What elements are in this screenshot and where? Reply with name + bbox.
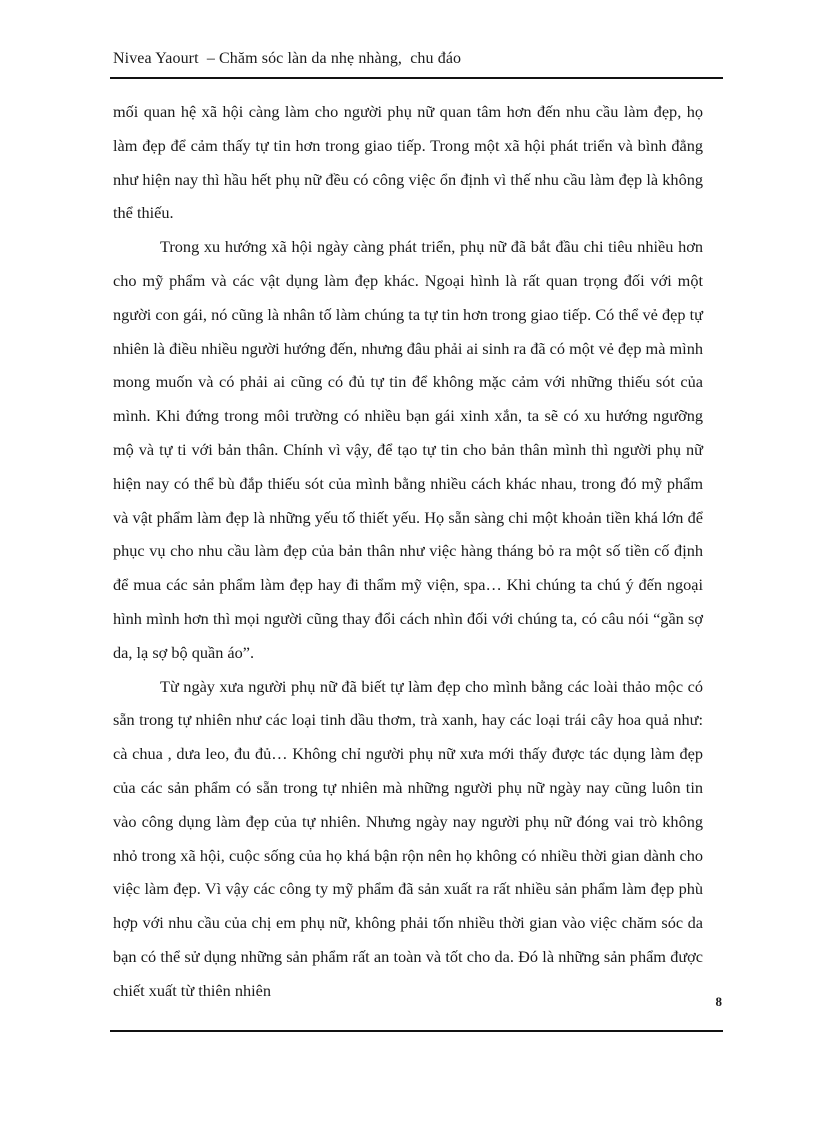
paragraph: Từ ngày xưa người phụ nữ đã biết tự làm đẹp cho mình bằng các loài thảo mộc có sẵn trong tự nhiên như các loại tinh dầu thơm, trà xanh, hay các loại trái cây hoa quả như: cà chua , dưa leo, đu đủ… Không chỉ người phụ nữ xưa mới thấy được tác dụng làm đẹp của các sản phẩm có sẵn trong tự nhiên mà những người phụ nữ ngày nay cũng luôn tin vào công dụng làm đẹp của tự nhiên. Nhưng ngày nay người phụ nữ đóng vai trò không nhỏ trong xã hội, cuộc sống của họ khá bận rộn nên họ không có nhiều thời gian dành cho việc làm đẹp. Vì vậy các công ty mỹ phẩm đã sản xuất ra rất nhiều sản phẩm làm đẹp phù hợp với nhu cầu của chị em phụ nữ, không phải tốn nhiều thời gian vào việc chăm sóc da bạn có thể sử dụng những sản phẩm rất an toàn và tốt cho da. Đó là những sản phẩm được chiết xuất từ thiên nhiên (113, 676, 703, 1000)
page-number: 8 (715, 994, 722, 1009)
paragraph-continuation: mối quan hệ xã hội càng làm cho người phụ nữ quan tâm hơn đến nhu cầu làm đẹp, họ làm đẹp để cảm thấy tự tin hơn trong giao tiếp. Trong một xã hội phát triển và bình đẳng như hiện nay thì hầu hết phụ nữ đều có công việc ổn định vì thế nhu cầu làm đẹp là không thể thiếu. (113, 102, 703, 223)
header-divider (110, 77, 723, 79)
footer-divider (110, 1030, 723, 1032)
paragraph: Trong xu hướng xã hội ngày càng phát triển, phụ nữ đã bắt đầu chi tiêu nhiều hơn cho mỹ phẩm và các vật dụng làm đẹp khác. Ngoại hình là rất quan trọng đối với một người con gái, nó cũng là nhân tố làm chúng ta tự tin hơn trong giao tiếp. Có thể vẻ đẹp tự nhiên là điều nhiều người hướng đến, nhưng đâu phải ai sinh ra đã có một vẻ đẹp mà mình mong muốn và có phải ai cũng có đủ tự tin để không mặc cảm với những thiếu sót của mình. Khi đứng trong môi trường có nhiều bạn gái xinh xắn, ta sẽ có xu hướng ngưỡng mộ và tự ti với bản thân. Chính vì vậy, để tạo tự tin cho bản thân mình thì người phụ nữ hiện nay có thể bù đắp thiếu sót của mình bằng nhiều cách khác nhau, trong đó mỹ phẩm và vật phẩm làm đẹp là những yếu tố thiết yếu. Họ sẵn sàng chi một khoản tiền khá lớn để phục vụ cho nhu cầu làm đẹp của bản thân như việc hàng tháng bỏ ra một số tiền cố định để mua các sản phẩm làm đẹp hay đi thẩm mỹ viện, spa… Khi chúng ta chú ý đến ngoại hình mình hơn thì mọi người cũng thay đổi cách nhìn đối với chúng ta, có câu nói “gần sợ da, lạ sợ bộ quần áo”. (113, 237, 703, 662)
running-header: Nivea Yaourt – Chăm sóc làn da nhẹ nhàng, chu đáo (113, 50, 462, 67)
body-text (113, 95, 703, 1008)
